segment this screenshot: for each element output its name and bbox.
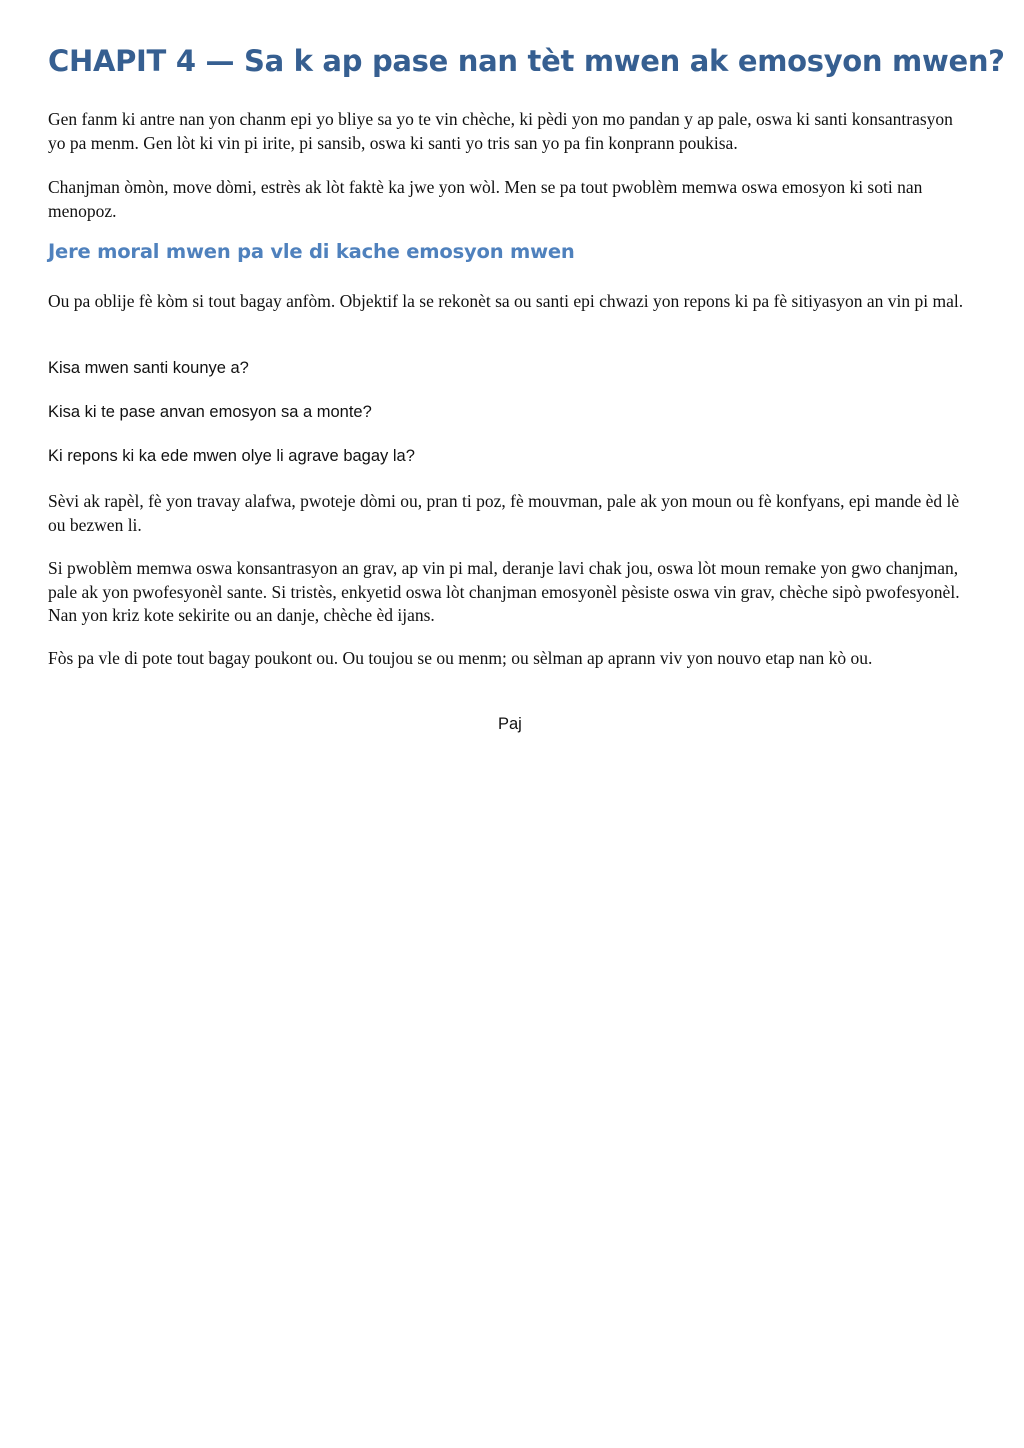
reflection-question: Kisa mwen santi kounye a? <box>48 359 249 377</box>
reflection-question: Kisa ki te pase anvan emosyon sa a monte? <box>48 403 372 421</box>
section-paragraph: Ou pa oblije fè kòm si tout bagay anfòm. Objektif la se rekonèt sa ou santi epi chwazi yon repons ki pa fè sitiyasyon an vin pi mal. <box>48 291 964 311</box>
chapter-title: CHAPIT 4 — Sa k ap pase nan tèt mwen ak emosyon mwen? <box>48 44 1005 78</box>
section-paragraph: Fòs pa vle di pote tout bagay poukont ou. Ou toujou se ou menm; ou sèlman ap aprann viv yon nouvo etap nan kò ou. <box>48 648 873 668</box>
reflection-question: Ki repons ki ka ede mwen olye li agrave bagay la? <box>48 447 415 465</box>
section-paragraph: Si pwoblèm memwa oswa konsantrasyon an grav, ap vin pi mal, deranje lavi chak jou, oswa lòt moun remake yon gwo chanjman, pale ak yon pwofesyonèl sante. Si tristès, enkyetid oswa lòt chanjman emosyonèl pèsiste oswa vin grav, chèche sipò pwofesyonèl. Nan yon kriz kote sekirite ou an danje, chèche èd ijans. <box>48 558 960 625</box>
intro-paragraph: Gen fanm ki antre nan yon chanm epi yo bliye sa yo te vin chèche, ki pèdi yon mo pandan y ap pale, oswa ki santi konsantrasyon yo pa menm. Gen lòt ki vin pi irite, pi sansib, oswa ki santi yo tris san yo pa fin konprann poukisa. <box>48 109 953 153</box>
section-heading: Jere moral mwen pa vle di kache emosyon mwen <box>48 240 575 263</box>
intro-paragraph: Chanjman òmòn, move dòmi, estrès ak lòt faktè ka jwe yon wòl. Men se pa tout pwoblèm memwa oswa emosyon ki soti nan menopoz. <box>48 177 923 221</box>
section-paragraph: Sèvi ak rapèl, fè yon travay alafwa, pwoteje dòmi ou, pran ti poz, fè mouvman, pale ak yon moun ou fè konfyans, epi mande èd lè ou bezwen li. <box>48 491 960 535</box>
page-number-label: Paj <box>498 715 522 733</box>
